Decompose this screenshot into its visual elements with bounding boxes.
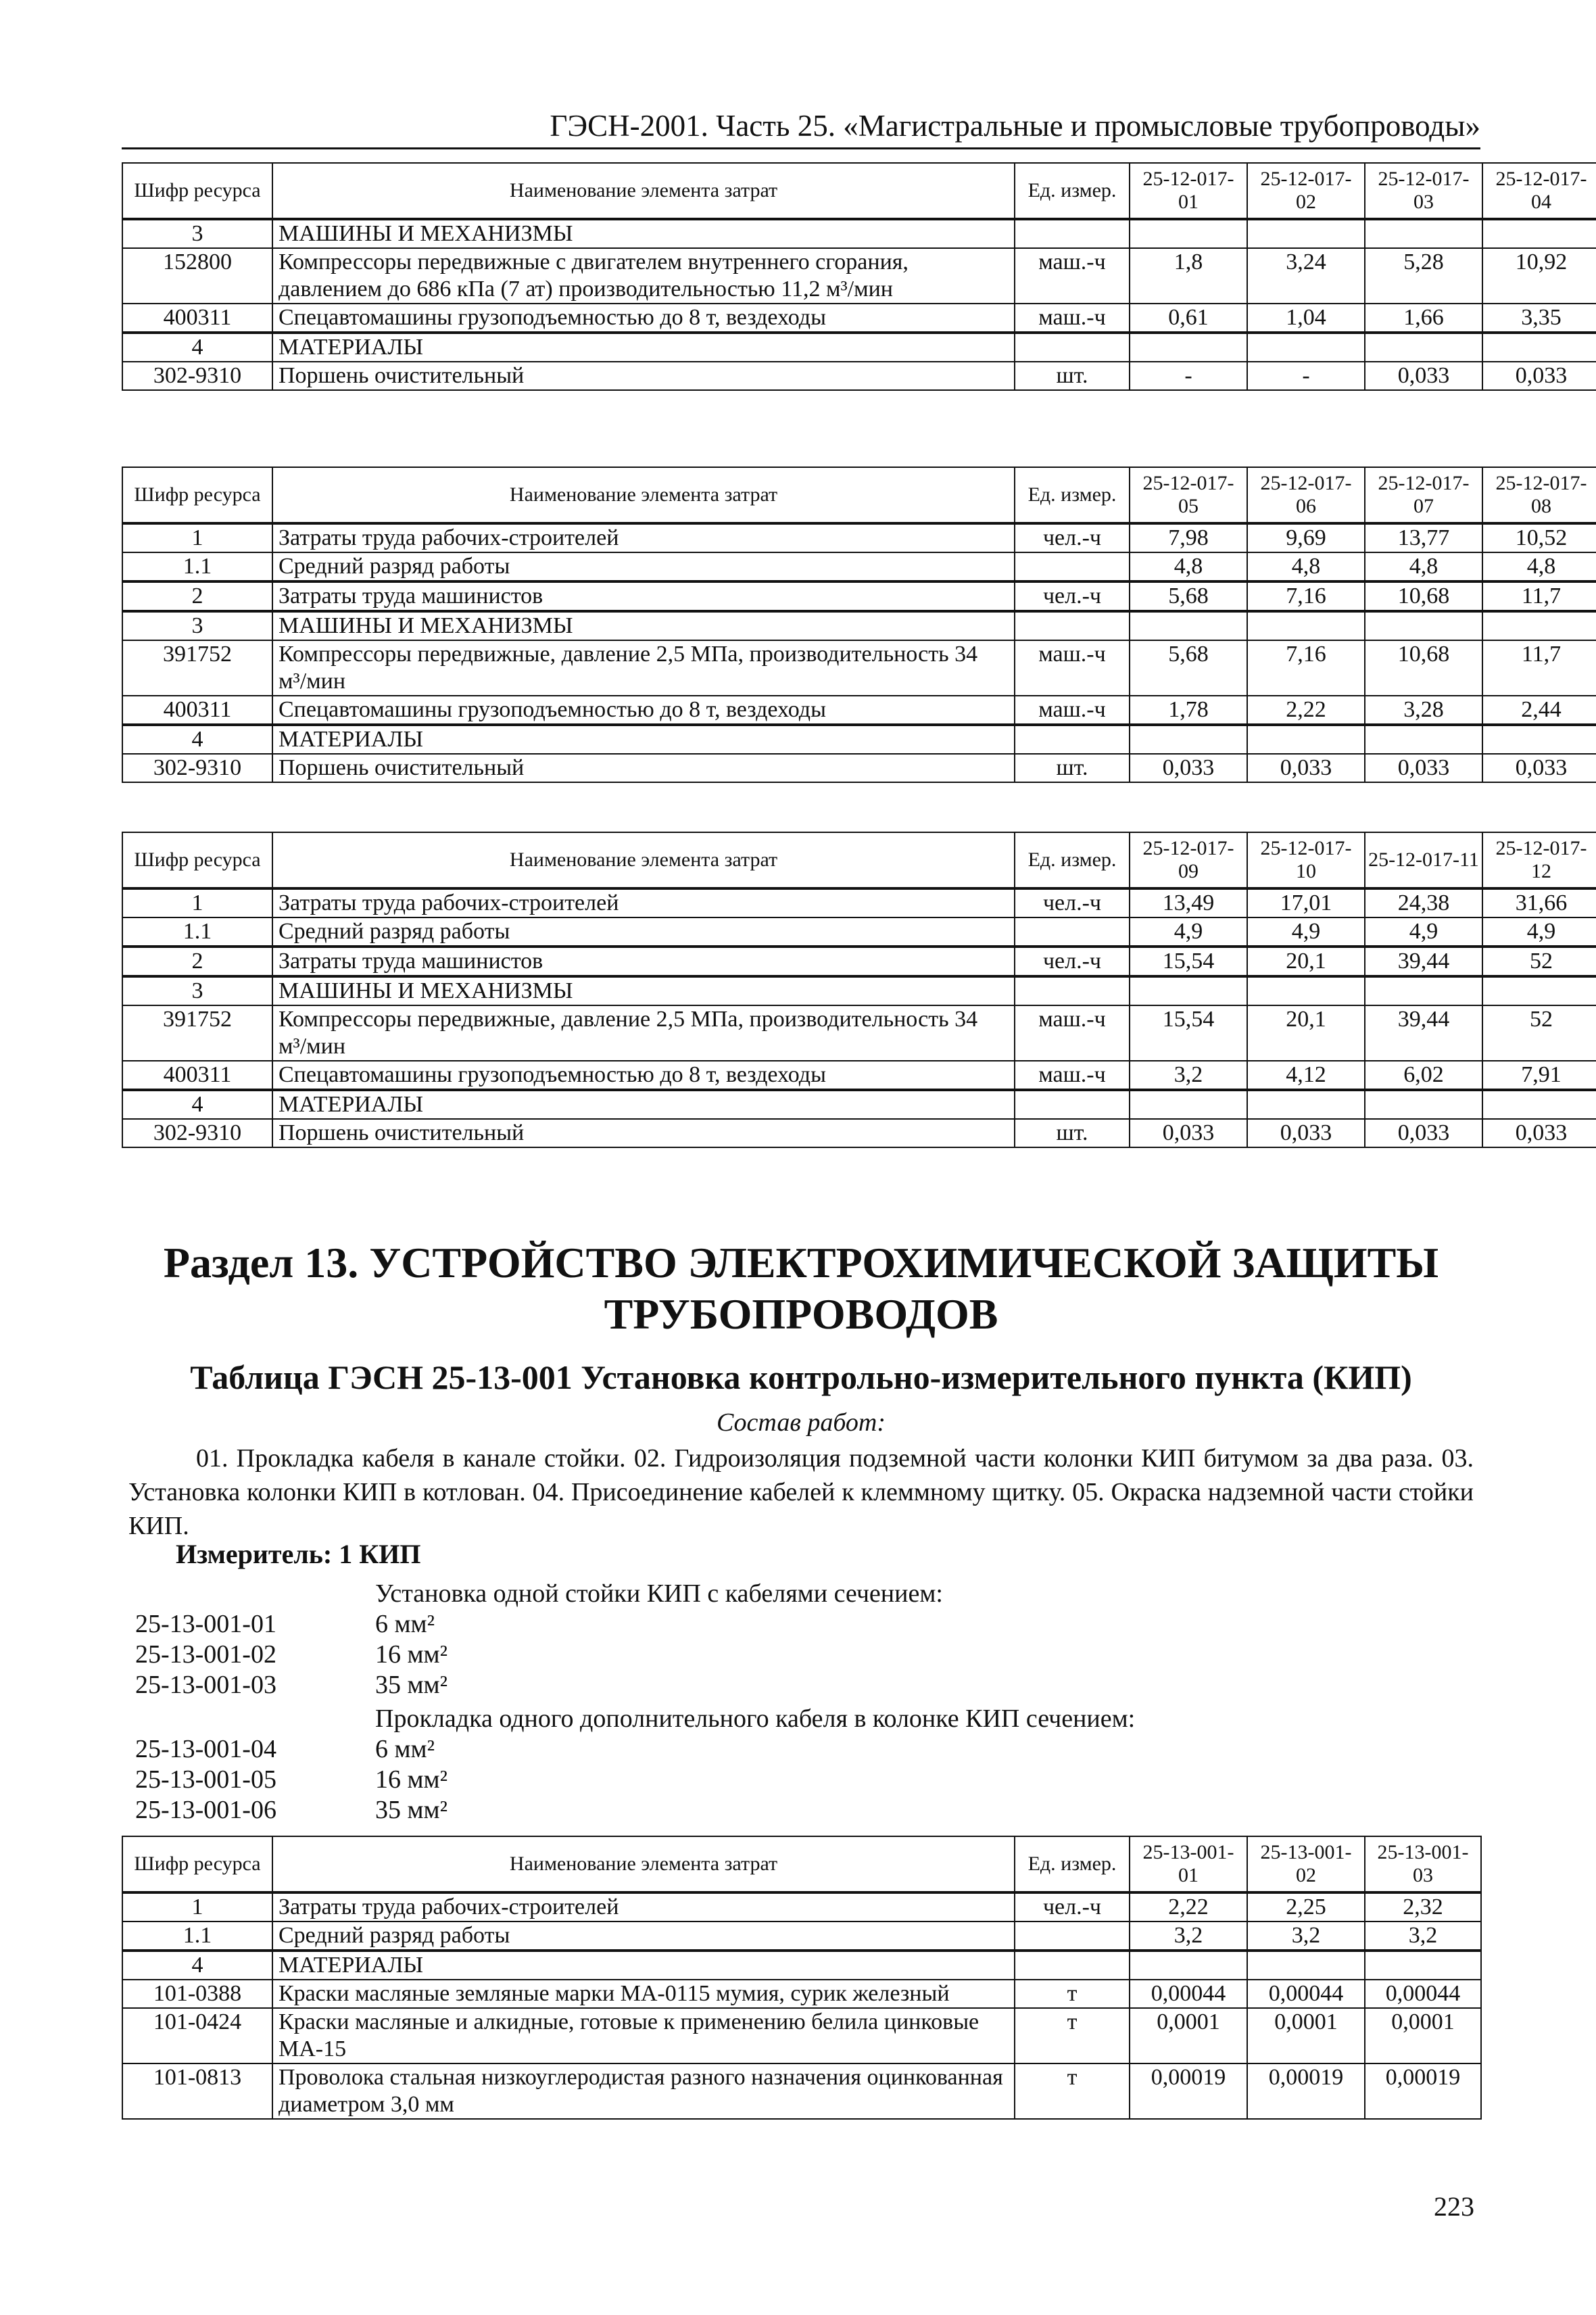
col-name-header: Наименование элемента затрат (272, 163, 1015, 219)
item-code: 25-13-001-05 (135, 1765, 276, 1794)
value-cell (1130, 725, 1247, 754)
col-unit-header: Ед. измер. (1015, 832, 1130, 888)
works-label: Состав работ: (716, 1408, 886, 1437)
value-cell: 39,44 (1365, 947, 1482, 976)
col-norm-code: 25-12-017-01 (1130, 163, 1247, 219)
value-cell: 10,68 (1365, 581, 1482, 611)
col-norm-code: 25-12-017-04 (1482, 163, 1596, 219)
resource-name: Спецавтомашины грузоподъемностью до 8 т, вездеходы (272, 1061, 1015, 1090)
col-norm-code: 25-12-017-11 (1365, 832, 1482, 888)
table-title: Таблица ГЭСН 25-13-001 Установка контрольно-измерительного пункта (КИП) (190, 1358, 1412, 1396)
item-code: 25-13-001-04 (135, 1735, 276, 1763)
resource-code: 4 (122, 1090, 272, 1119)
resource-name: Затраты труда машинистов (272, 947, 1015, 976)
col-norm-code: 25-12-017-09 (1130, 832, 1247, 888)
col-norm-code: 25-12-017-10 (1247, 832, 1365, 888)
value-cell: 0,0001 (1365, 2008, 1481, 2063)
resource-code: 391752 (122, 640, 272, 696)
value-cell: 3,35 (1482, 304, 1596, 333)
resource-name: Поршень очистительный (272, 362, 1015, 390)
value-cell (1482, 219, 1596, 248)
resource-name: Средний разряд работы (272, 1922, 1015, 1951)
col-norm-code: 25-13-001-02 (1247, 1836, 1365, 1892)
resource-code: 400311 (122, 1061, 272, 1090)
resource-code: 3 (122, 611, 272, 640)
unit-cell (1015, 1090, 1130, 1119)
resource-name: Проволока стальная низкоуглеродистая разного назначения оцинкованная диаметром 3,0 мм (272, 2063, 1015, 2119)
unit-cell: шт. (1015, 1119, 1130, 1147)
table-row (122, 1980, 1481, 2008)
value-cell: 10,92 (1482, 248, 1596, 304)
value-cell (1365, 1090, 1482, 1119)
resource-table-1 (122, 162, 1596, 391)
value-cell: 13,77 (1365, 523, 1482, 552)
value-cell (1482, 976, 1596, 1005)
value-cell: 3,28 (1365, 696, 1482, 725)
value-cell: 4,12 (1247, 1061, 1365, 1090)
item-value: 6 мм² (375, 1735, 435, 1763)
resource-name: МАТЕРИАЛЫ (272, 333, 1015, 362)
value-cell: 4,8 (1365, 552, 1482, 581)
works-text: 01. Прокладка кабеля в канале стойки. 02. Гидроизоляция подземной части колонки КИП битумом за два раза. 03. Установка колонки КИП в котлован. 04. Присоединение кабелей к клеммному щитку. 05. Окраска надземной части стойки КИП. (128, 1444, 1474, 1540)
unit-cell: т (1015, 1980, 1130, 2008)
unit-cell: чел.-ч (1015, 888, 1130, 917)
unit-cell: т (1015, 2008, 1130, 2063)
resource-code: 400311 (122, 304, 272, 333)
col-norm-code: 25-12-017-08 (1482, 467, 1596, 523)
value-cell: 2,22 (1247, 696, 1365, 725)
table-row (122, 1061, 1596, 1090)
table-row (122, 362, 1596, 390)
value-cell (1247, 976, 1365, 1005)
resource-code: 4 (122, 725, 272, 754)
value-cell: 2,32 (1365, 1892, 1481, 1922)
value-cell: 3,2 (1130, 1061, 1247, 1090)
resource-name: Средний разряд работы (272, 552, 1015, 581)
value-cell (1482, 725, 1596, 754)
table-row (122, 248, 1596, 304)
unit-cell (1015, 1951, 1130, 1980)
table-row (122, 947, 1596, 976)
table-row (122, 696, 1596, 725)
table-row (122, 888, 1596, 917)
value-cell: 17,01 (1247, 888, 1365, 917)
value-cell (1365, 611, 1482, 640)
unit-cell: шт. (1015, 754, 1130, 782)
value-cell: 39,44 (1365, 1005, 1482, 1061)
resource-name: МАШИНЫ И МЕХАНИЗМЫ (272, 219, 1015, 248)
value-cell: 4,9 (1247, 917, 1365, 947)
resource-name: Поршень очистительный (272, 1119, 1015, 1147)
value-cell: 1,78 (1130, 696, 1247, 725)
item-value: 16 мм² (375, 1765, 448, 1794)
resource-name: Спецавтомашины грузоподъемностью до 8 т, вездеходы (272, 696, 1015, 725)
col-norm-code: 25-12-017-05 (1130, 467, 1247, 523)
value-cell: 3,2 (1365, 1922, 1481, 1951)
resource-code: 4 (122, 1951, 272, 1980)
resource-code: 101-0813 (122, 2063, 272, 2119)
value-cell: 2,22 (1130, 1892, 1247, 1922)
resource-code: 302-9310 (122, 754, 272, 782)
value-cell (1365, 1951, 1481, 1980)
unit-cell (1015, 976, 1130, 1005)
value-cell: 3,2 (1130, 1922, 1247, 1951)
value-cell: 5,68 (1130, 581, 1247, 611)
value-cell: 1,04 (1247, 304, 1365, 333)
table-row (122, 1090, 1596, 1119)
col-norm-code: 25-13-001-03 (1365, 1836, 1481, 1892)
value-cell (1365, 976, 1482, 1005)
resource-code: 1 (122, 1892, 272, 1922)
measure-unit: Измеритель: 1 КИП (176, 1539, 421, 1569)
table-row (122, 219, 1596, 248)
value-cell: 2,44 (1482, 696, 1596, 725)
table-row (122, 917, 1596, 947)
resource-code: 1 (122, 523, 272, 552)
table-row (122, 581, 1596, 611)
table-row (122, 333, 1596, 362)
resource-code: 1.1 (122, 917, 272, 947)
table-row (122, 1119, 1596, 1147)
resource-name: Поршень очистительный (272, 754, 1015, 782)
unit-cell (1015, 1922, 1130, 1951)
unit-cell: шт. (1015, 362, 1130, 390)
col-norm-code: 25-12-017-07 (1365, 467, 1482, 523)
value-cell: 1,66 (1365, 304, 1482, 333)
value-cell: 0,033 (1482, 362, 1596, 390)
table-row (122, 2008, 1481, 2063)
value-cell: 52 (1482, 1005, 1596, 1061)
value-cell (1365, 219, 1482, 248)
resource-table-4 (122, 1836, 1482, 2120)
value-cell: 3,24 (1247, 248, 1365, 304)
unit-cell: маш.-ч (1015, 640, 1130, 696)
unit-cell (1015, 611, 1130, 640)
value-cell: 0,033 (1130, 754, 1247, 782)
col-norm-code: 25-12-017-06 (1247, 467, 1365, 523)
item-code: 25-13-001-02 (135, 1640, 276, 1669)
value-cell (1130, 219, 1247, 248)
value-cell: 4,9 (1365, 917, 1482, 947)
value-cell: 0,033 (1130, 1119, 1247, 1147)
table-row (122, 1892, 1481, 1922)
value-cell (1247, 1090, 1365, 1119)
resource-name: Затраты труда рабочих-строителей (272, 523, 1015, 552)
item-value: 35 мм² (375, 1671, 448, 1699)
unit-cell: маш.-ч (1015, 696, 1130, 725)
value-cell: 0,61 (1130, 304, 1247, 333)
page-number: 223 (1434, 2191, 1474, 2222)
value-cell: 4,8 (1130, 552, 1247, 581)
item-value: 35 мм² (375, 1796, 448, 1824)
resource-name: МАТЕРИАЛЫ (272, 1090, 1015, 1119)
value-cell: 5,28 (1365, 248, 1482, 304)
value-cell: 0,00044 (1247, 1980, 1365, 2008)
value-cell (1247, 611, 1365, 640)
value-cell: 20,1 (1247, 947, 1365, 976)
item-code: 25-13-001-01 (135, 1610, 276, 1638)
resource-name: МАТЕРИАЛЫ (272, 1951, 1015, 1980)
value-cell: 0,033 (1365, 362, 1482, 390)
table-row (122, 552, 1596, 581)
resource-code: 1.1 (122, 552, 272, 581)
value-cell: 4,8 (1482, 552, 1596, 581)
resource-code: 101-0388 (122, 1980, 272, 2008)
resource-name: Затраты труда рабочих-строителей (272, 888, 1015, 917)
col-norm-code: 25-12-017-02 (1247, 163, 1365, 219)
item-code: 25-13-001-06 (135, 1796, 276, 1824)
value-cell (1130, 333, 1247, 362)
section-title: Раздел 13. УСТРОЙСТВО ЭЛЕКТРОХИМИЧЕСКОЙ ЗАЩИТЫ ТРУБОПРОВОДОВ (163, 1239, 1439, 1338)
table-row (122, 2063, 1481, 2119)
value-cell (1247, 1951, 1365, 1980)
value-cell (1247, 219, 1365, 248)
resource-name: Затраты труда рабочих-строителей (272, 1892, 1015, 1922)
resource-name: Краски масляные земляные марки МА-0115 мумия, сурик железный (272, 1980, 1015, 2008)
table-row (122, 1922, 1481, 1951)
value-cell: 7,98 (1130, 523, 1247, 552)
col-name-header: Наименование элемента затрат (272, 832, 1015, 888)
value-cell: 6,02 (1365, 1061, 1482, 1090)
resource-code: 3 (122, 976, 272, 1005)
table-row (122, 611, 1596, 640)
resource-code: 101-0424 (122, 2008, 272, 2063)
value-cell: 4,9 (1482, 917, 1596, 947)
unit-cell: чел.-ч (1015, 947, 1130, 976)
group-heading: Прокладка одного дополнительного кабеля в колонке КИП сечением: (375, 1704, 1136, 1733)
table-row (122, 725, 1596, 754)
value-cell (1482, 333, 1596, 362)
unit-cell: маш.-ч (1015, 248, 1130, 304)
col-unit-header: Ед. измер. (1015, 1836, 1130, 1892)
value-cell: 11,7 (1482, 640, 1596, 696)
value-cell: 0,00044 (1130, 1980, 1247, 2008)
unit-cell: т (1015, 2063, 1130, 2119)
value-cell (1130, 611, 1247, 640)
value-cell (1482, 611, 1596, 640)
value-cell: 4,8 (1247, 552, 1365, 581)
unit-cell (1015, 917, 1130, 947)
value-cell: 0,00019 (1247, 2063, 1365, 2119)
value-cell: 15,54 (1130, 1005, 1247, 1061)
resource-code: 152800 (122, 248, 272, 304)
resource-code: 1 (122, 888, 272, 917)
value-cell: 0,033 (1365, 754, 1482, 782)
value-cell: 31,66 (1482, 888, 1596, 917)
resource-name: Компрессоры передвижные с двигателем внутреннего сгорания, давлением до 686 кПа (7 ат) производительностью 11,2 м³/мин (272, 248, 1015, 304)
value-cell: 0,033 (1482, 754, 1596, 782)
value-cell (1130, 1090, 1247, 1119)
value-cell: - (1247, 362, 1365, 390)
item-code: 25-13-001-03 (135, 1671, 276, 1699)
value-cell: 15,54 (1130, 947, 1247, 976)
unit-cell: чел.-ч (1015, 1892, 1130, 1922)
table-row (122, 304, 1596, 333)
value-cell: 10,68 (1365, 640, 1482, 696)
col-code-header: Шифр ресурса (122, 467, 272, 523)
unit-cell: маш.-ч (1015, 304, 1130, 333)
unit-cell (1015, 725, 1130, 754)
unit-cell (1015, 333, 1130, 362)
col-name-header: Наименование элемента затрат (272, 467, 1015, 523)
value-cell: 13,49 (1130, 888, 1247, 917)
resource-code: 302-9310 (122, 362, 272, 390)
value-cell: 10,52 (1482, 523, 1596, 552)
value-cell: 5,68 (1130, 640, 1247, 696)
unit-cell (1015, 552, 1130, 581)
col-code-header: Шифр ресурса (122, 163, 272, 219)
value-cell: 7,16 (1247, 640, 1365, 696)
col-code-header: Шифр ресурса (122, 832, 272, 888)
col-norm-code: 25-13-001-01 (1130, 1836, 1247, 1892)
value-cell: 52 (1482, 947, 1596, 976)
table-row (122, 640, 1596, 696)
resource-code: 3 (122, 219, 272, 248)
value-cell (1247, 333, 1365, 362)
value-cell (1130, 1951, 1247, 1980)
resource-code: 400311 (122, 696, 272, 725)
col-norm-code: 25-12-017-03 (1365, 163, 1482, 219)
unit-cell: маш.-ч (1015, 1061, 1130, 1090)
value-cell: - (1130, 362, 1247, 390)
value-cell: 0,00019 (1365, 2063, 1481, 2119)
col-unit-header: Ед. измер. (1015, 467, 1130, 523)
value-cell: 0,033 (1247, 1119, 1365, 1147)
value-cell: 7,91 (1482, 1061, 1596, 1090)
resource-name: Спецавтомашины грузоподъемностью до 8 т, вездеходы (272, 304, 1015, 333)
unit-cell: чел.-ч (1015, 581, 1130, 611)
value-cell (1482, 1090, 1596, 1119)
value-cell (1365, 725, 1482, 754)
resource-name: МАТЕРИАЛЫ (272, 725, 1015, 754)
resource-code: 2 (122, 947, 272, 976)
item-value: 6 мм² (375, 1610, 435, 1638)
resource-name: МАШИНЫ И МЕХАНИЗМЫ (272, 976, 1015, 1005)
unit-cell (1015, 219, 1130, 248)
value-cell: 7,16 (1247, 581, 1365, 611)
value-cell: 0,00019 (1130, 2063, 1247, 2119)
table-row (122, 976, 1596, 1005)
table-row (122, 523, 1596, 552)
value-cell: 0,00044 (1365, 1980, 1481, 2008)
value-cell: 4,9 (1130, 917, 1247, 947)
resource-code: 2 (122, 581, 272, 611)
col-unit-header: Ед. измер. (1015, 163, 1130, 219)
unit-cell: чел.-ч (1015, 523, 1130, 552)
value-cell: 1,8 (1130, 248, 1247, 304)
resource-name: МАШИНЫ И МЕХАНИЗМЫ (272, 611, 1015, 640)
item-value: 16 мм² (375, 1640, 448, 1669)
value-cell: 0,033 (1247, 754, 1365, 782)
resource-name: Средний разряд работы (272, 917, 1015, 947)
resource-code: 4 (122, 333, 272, 362)
table-row (122, 1951, 1481, 1980)
resource-name: Затраты труда машинистов (272, 581, 1015, 611)
resource-name: Компрессоры передвижные, давление 2,5 МПа, производительность 34 м³/мин (272, 640, 1015, 696)
page-header: ГЭСН-2001. Часть 25. «Магистральные и промысловые трубопроводы» (122, 108, 1480, 149)
resource-code: 391752 (122, 1005, 272, 1061)
group-heading: Установка одной стойки КИП с кабелями сечением: (375, 1579, 943, 1608)
resource-code: 1.1 (122, 1922, 272, 1951)
value-cell (1365, 333, 1482, 362)
resource-table-2 (122, 467, 1596, 783)
table-row (122, 1005, 1596, 1061)
value-cell: 11,7 (1482, 581, 1596, 611)
unit-cell: маш.-ч (1015, 1005, 1130, 1061)
col-name-header: Наименование элемента затрат (272, 1836, 1015, 1892)
resource-table-3 (122, 832, 1596, 1148)
value-cell: 9,69 (1247, 523, 1365, 552)
value-cell: 0,033 (1365, 1119, 1482, 1147)
col-code-header: Шифр ресурса (122, 1836, 272, 1892)
value-cell: 24,38 (1365, 888, 1482, 917)
value-cell: 0,0001 (1130, 2008, 1247, 2063)
value-cell: 0,033 (1482, 1119, 1596, 1147)
value-cell (1130, 976, 1247, 1005)
resource-name: Краски масляные и алкидные, готовые к применению белила цинковые МА-15 (272, 2008, 1015, 2063)
resource-name: Компрессоры передвижные, давление 2,5 МПа, производительность 34 м³/мин (272, 1005, 1015, 1061)
resource-code: 302-9310 (122, 1119, 272, 1147)
col-norm-code: 25-12-017-12 (1482, 832, 1596, 888)
value-cell: 20,1 (1247, 1005, 1365, 1061)
value-cell: 2,25 (1247, 1892, 1365, 1922)
table-row (122, 754, 1596, 782)
value-cell: 3,2 (1247, 1922, 1365, 1951)
value-cell: 0,0001 (1247, 2008, 1365, 2063)
value-cell (1247, 725, 1365, 754)
